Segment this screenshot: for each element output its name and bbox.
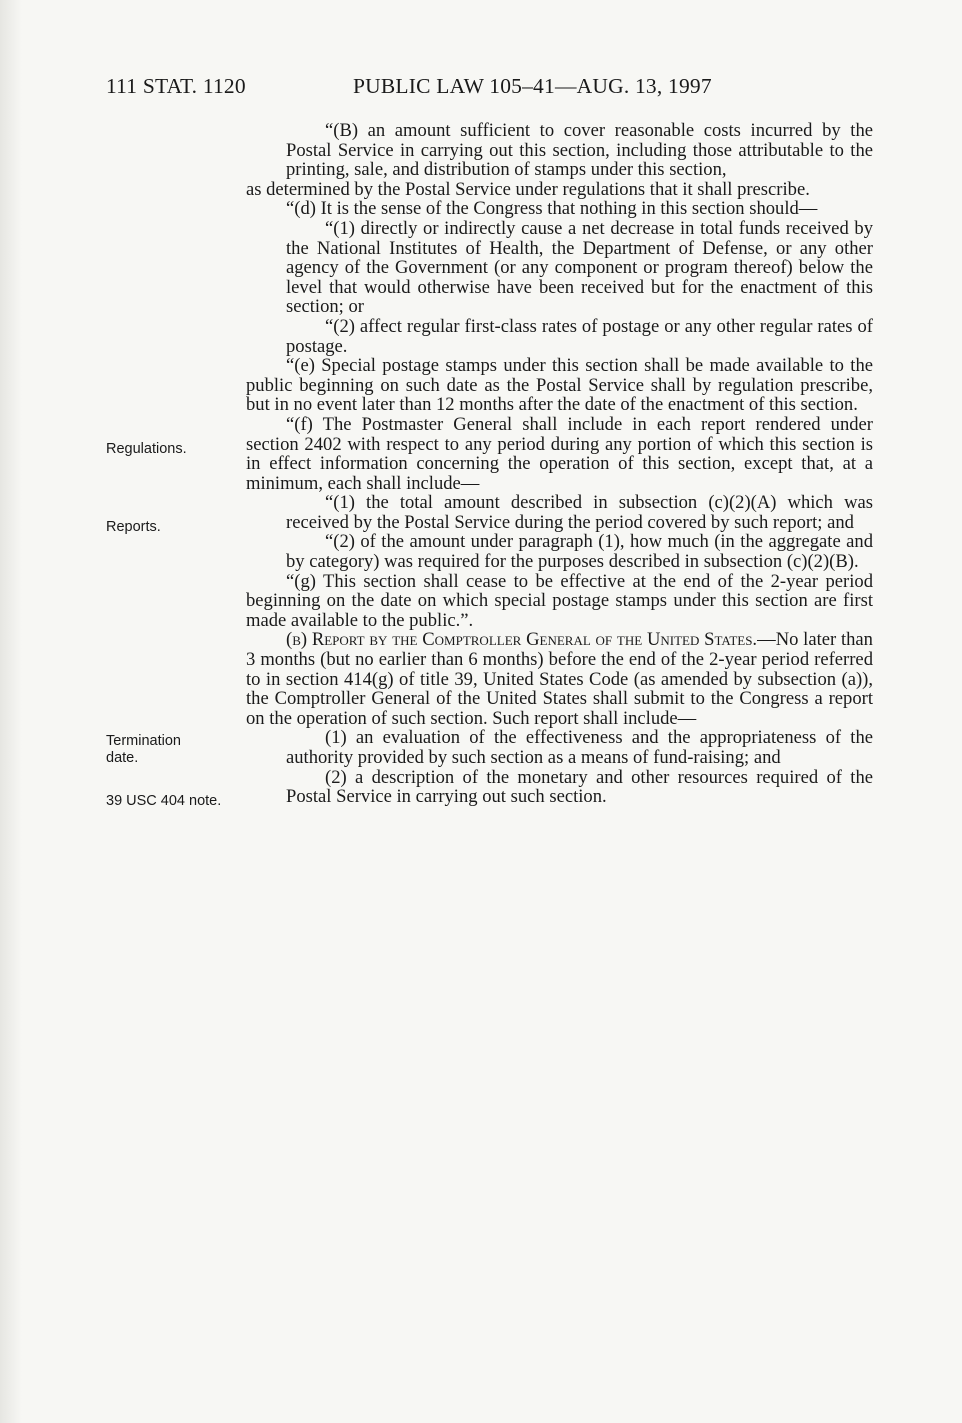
paragraph-f: “(f) The Postmaster General shall include in each report rendered under section 2402 with respect to any period during any portion of which this section is in effect information concerning the operation of this section, except that, at a minimum, each shall include—	[246, 413, 873, 494]
paragraph-report-b	[246, 630, 873, 728]
page-header	[106, 74, 870, 104]
report-body: —No later than 3 months (but no earlier than 6 months) before the end of the 2-year period referred to in section 414(g) of title 39, United States Code (as amended by subsection (a)), the Comptroller General of the United States shall submit to the Congress a report on the operation of such section. Such report shall include—	[246, 629, 873, 729]
margin-note-usc: 39 USC 404 note.	[106, 793, 222, 809]
paragraph-b1: (1) an evaluation of the effectiveness and the appropriateness of the authority provided by such section as a means of fund-raising; and	[286, 727, 873, 768]
stat-citation: 111 STAT. 1120	[106, 74, 246, 98]
paragraph-b: “(B) an amount sufficient to cover reasonable costs incurred by the Postal Service in carrying out this section, including those attributable to the printing, sale, and distribution of stamps under this section,	[286, 120, 873, 181]
paragraph-b2: (2) a description of the monetary and other resources required of the Postal Service in carrying out such section.	[286, 766, 873, 808]
paragraph-g: “(g) This section shall cease to be effective at the end of the 2-year period beginning on the date on which special postage stamps under this section are first made available to the public.”.	[246, 570, 873, 631]
margin-note-regulations: Regulations.	[106, 441, 187, 457]
paragraph-d: “(d) It is the sense of the Congress that nothing in this section should—	[286, 198, 818, 220]
public-law-title: PUBLIC LAW 105–41—AUG. 13, 1997	[353, 74, 712, 98]
margin-note-reports: Reports.	[106, 519, 161, 535]
page-edge	[0, 0, 22, 1423]
paragraph-determined: as determined by the Postal Service under regulations that it shall prescribe.	[246, 178, 810, 200]
margin-note-termination: Termination date.	[106, 733, 181, 766]
paragraph-d2: “(2) affect regular first-class rates of postage or any other regular rates of postage.	[286, 315, 873, 357]
paragraph-e: “(e) Special postage stamps under this section shall be made available to the public beginning on such date as the Postal Service shall by regulation prescribe, but in no event later than 12 months after the date of the enactment of this section.	[246, 355, 873, 416]
body-text	[246, 121, 873, 807]
paragraph-d1: “(1) directly or indirectly cause a net decrease in total funds received by the National Institutes of Health, the Department of Defense, or any other agency of the Government (or any component or program thereof) below the level that would otherwise have been received but for the enactment of this section; or	[286, 217, 873, 318]
report-heading: (b) Report by the Comptroller General of the United States.	[286, 629, 758, 651]
paragraph-f1: “(1) the total amount described in subsection (c)(2)(A) which was received by the Postal Service during the period covered by such report; and	[286, 492, 873, 533]
paragraph-f2: “(2) of the amount under paragraph (1), how much (in the aggregate and by category) was required for the purposes described in subsection (c)(2)(B).	[286, 531, 873, 573]
